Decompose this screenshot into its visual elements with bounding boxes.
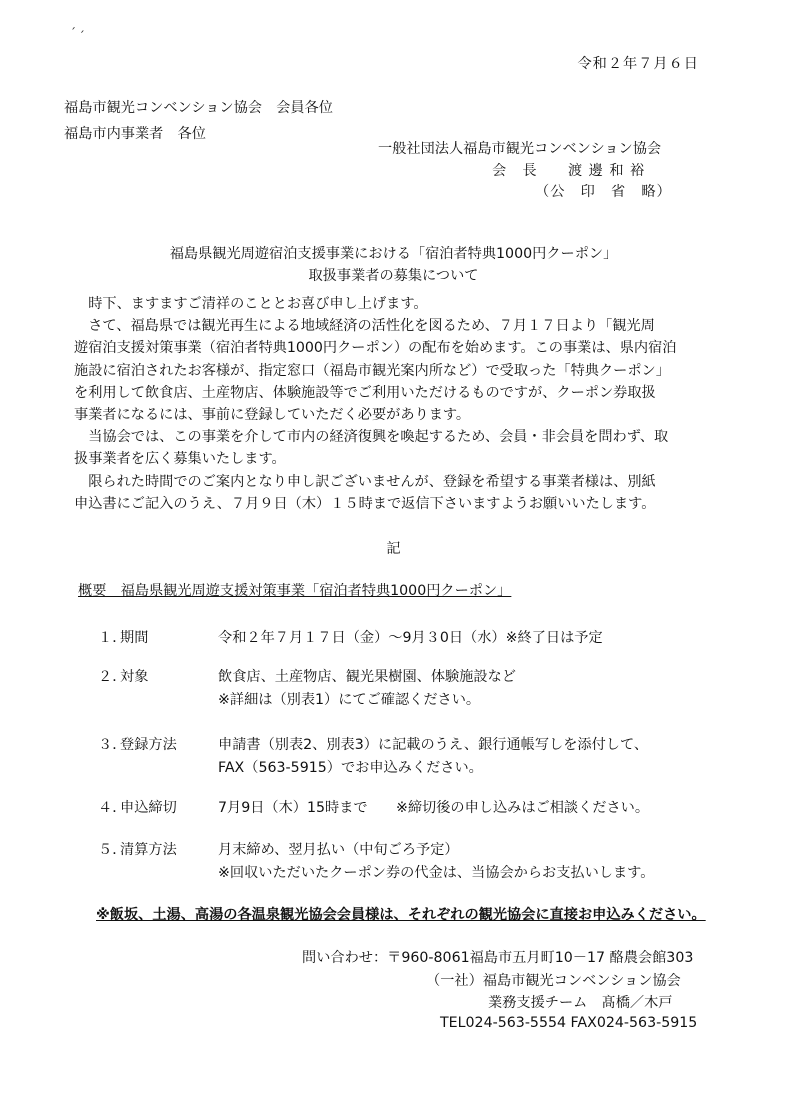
scan-marks: ˊ ׳ bbox=[70, 26, 85, 40]
contact-organization: （一社）福島市観光コンベンション協会 bbox=[426, 973, 681, 989]
body-line: 扱事業者を広く募集いたします。 bbox=[74, 451, 286, 468]
item-detail: ※回収いただいたクーポン券の代金は、当協会からお支払いします。 bbox=[218, 865, 655, 881]
item-label-settlement: 清算方法 bbox=[120, 842, 177, 858]
item-detail: ※詳細は（別表1）にてご確認ください。 bbox=[218, 692, 481, 708]
subject-line-2: 取扱事業者の募集について bbox=[308, 268, 479, 284]
body-line: 申込書にご記入のうえ、７月９日（木）１５時まで返信下さいますようお願いいたします。 bbox=[74, 495, 656, 512]
contact-team: 業務支援チーム 髙橋／木戸 bbox=[488, 995, 673, 1011]
contact-address: 問い合わせ：〒960-8061福島市五月町10－17 酪農会館303 bbox=[302, 950, 694, 966]
seal-omitted: （公 印 省 略） bbox=[535, 184, 672, 200]
onsen-note: ※飯坂、土湯、高湯の各温泉観光協会会員様は、それぞれの観光協会に直接お申込みください。 bbox=[96, 907, 706, 923]
item-number: ２． bbox=[98, 669, 127, 685]
body-line: 限られた時間でのご案内となり申し訳ございませんが、登録を希望する事業者様は、別紙 bbox=[74, 473, 656, 490]
item-label-registration: 登録方法 bbox=[120, 737, 177, 753]
body-line: 施設に宿泊されたお客様が、指定窓口（福島市観光案内所など）で受取った「特典クーポン」 bbox=[74, 362, 670, 379]
item-number: ５． bbox=[98, 842, 127, 858]
item-detail: 令和２年７月１７日（金）～9月３0日（水）※終了日は予定 bbox=[218, 630, 603, 646]
summary-heading: 概要 福島県観光周遊支援対策事業「宿泊者特典1000円クーポン」 bbox=[78, 583, 512, 599]
ki-heading: 記 bbox=[386, 541, 401, 557]
item-label-target: 対象 bbox=[120, 669, 149, 685]
item-detail: 7月9日（木）15時まで ※締切後の申し込みはご相談ください。 bbox=[218, 800, 650, 816]
item-detail: 月末締め、翌月払い（中旬ごろ予定） bbox=[218, 842, 459, 858]
item-number: １． bbox=[98, 630, 127, 646]
recipient-businesses: 福島市内事業者 各位 bbox=[64, 126, 206, 142]
item-detail: FAX（563-5915）でお申込みください。 bbox=[218, 760, 483, 776]
body-line: 遊宿泊支援対策事業（宿泊者特典1000円クーポン）の配布を始めます。この事業は、県内宿泊 bbox=[74, 340, 677, 357]
body-line: 事業者になるには、事前に登録していただく必要があります。 bbox=[74, 407, 471, 424]
recipient-members: 福島市観光コンベンション協会 会員各位 bbox=[64, 100, 333, 116]
subject-line-1: 福島県観光周遊宿泊支援事業における「宿泊者特典1000円クーポン」 bbox=[169, 246, 618, 262]
item-label-period: 期間 bbox=[120, 630, 149, 646]
item-number: ４． bbox=[98, 800, 127, 816]
body-line: 時下、ますますご清祥のこととお喜び申し上げます。 bbox=[74, 296, 428, 312]
contact-phone-fax: TEL024-563-5554 FAX024-563-5915 bbox=[440, 1015, 698, 1031]
sender-organization: 一般社団法人福島市観光コンベンション協会 bbox=[378, 141, 662, 157]
sender-chairman: 会 長 渡 邊 和 裕 bbox=[492, 163, 646, 179]
item-number: ３． bbox=[98, 737, 127, 753]
body-line: さて、福島県では観光再生による地域経済の活性化を図るため、７月１７日より「観光周 bbox=[74, 318, 655, 335]
body-line: 当協会では、この事業を介して市内の経済復興を喚起するため、会員・非会員を問わず、取 bbox=[74, 429, 669, 446]
item-detail: 申請書（別表2、別表3）に記載のうえ、銀行通帳写しを添付して、 bbox=[218, 737, 649, 753]
document-date: 令和２年７月６日 bbox=[577, 56, 699, 72]
item-detail: 飲食店、土産物店、観光果樹園、体験施設など bbox=[218, 669, 516, 685]
body-line: を利用して飲食店、土産物店、体験施設等でご利用いただけるものですが、クーポン券取扱 bbox=[74, 384, 656, 401]
body-text bbox=[74, 293, 714, 515]
item-label-deadline: 申込締切 bbox=[120, 800, 177, 816]
